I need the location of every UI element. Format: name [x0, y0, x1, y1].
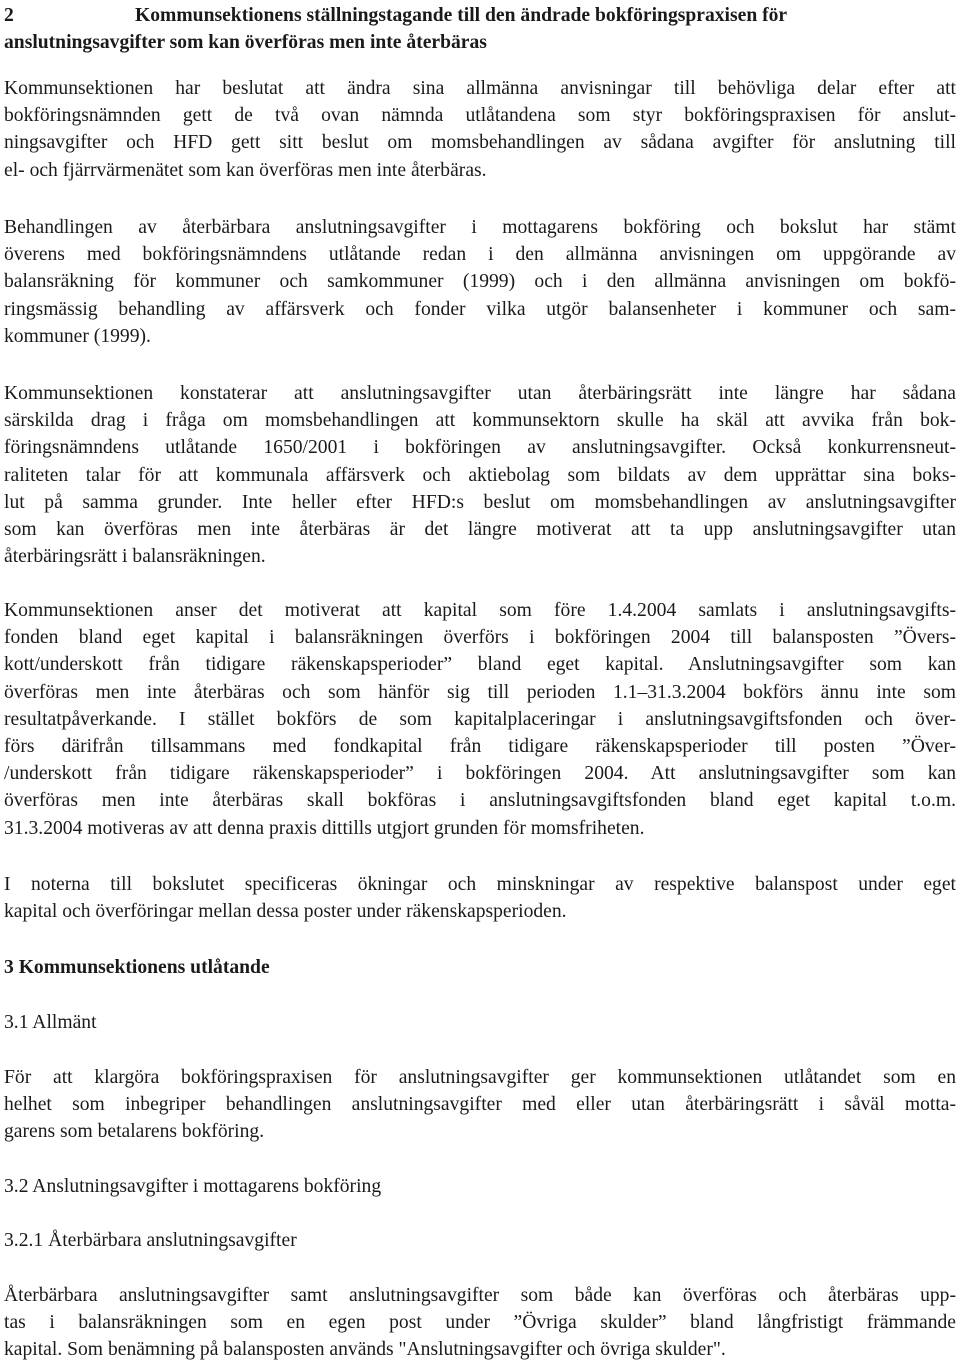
text-line: raliteten talar för att kommunala affärsverk och aktiebolag som bildats av dem upprättar sina boks-: [4, 464, 956, 486]
subsection-3-2-1-heading: 3.2.1 Återbärbara anslutningsavgifter: [4, 1230, 297, 1251]
section-2-heading: [4, 2, 956, 56]
text-line: fonden bland eget kapital i balansräkningen överförs i bokföringen 2004 till balansposten ”Övers-: [4, 627, 956, 649]
text-line: Kommunsektionen konstaterar att anslutningsavgifter utan återbäringsrätt inte längre har sådana: [4, 383, 956, 404]
text-line: Återbärbara anslutningsavgifter samt anslutningsavgifter som både kan överföras och återbäras upp-: [4, 1285, 956, 1306]
text-line: För att klargöra bokföringspraxisen för anslutningsavgifter ger kommunsektionen utlåtandet som en: [4, 1067, 956, 1088]
text-line: som kan överföras men inte återbäras är det längre motiverat att ta upp anslutningsavgifter utan: [4, 519, 956, 541]
paragraph: [4, 1064, 956, 1146]
text-line: kapital och överföringar mellan dessa poster under räkenskapsperioden.: [4, 901, 567, 923]
text-line: helhet som inbegriper behandlingen anslutningsavgifter med eller utan återbäringsrätt i såväl motta-: [4, 1094, 956, 1116]
text-line: förs därifrån tillsammans med fondkapital från tidigare räkenskapsperioder till posten ”Över-: [4, 736, 956, 758]
paragraph: [4, 214, 956, 350]
text-line: kommuner (1999).: [4, 325, 151, 347]
text-line: Kommunsektionen anser det motiverat att kapital som före 1.4.2004 samlats i anslutningsavgifts-: [4, 600, 956, 621]
text-line: tas i balansräkningen som en egen post under ”Övriga skulder” bland långfristigt främmande: [4, 1312, 956, 1334]
text-line: överföras men inte återbäras och som hänför sig till perioden 1.1–31.3.2004 bokförs ännu inte som: [4, 681, 956, 703]
text-line: återbäringsrätt i balansräkningen.: [4, 546, 266, 568]
paragraph: [4, 871, 956, 925]
section-title-line-2: anslutningsavgifter som kan överföras men inte återbäras: [4, 32, 487, 53]
text-line: el- och fjärrvärmenätet som kan överföras men inte återbäras.: [4, 159, 487, 181]
text-line: särskilda drag i fråga om momsbehandlingen att kommunsektorn skulle ha skäl att avvika från bok-: [4, 410, 956, 432]
text-line: resultatpåverkande. I stället bokförs de som kapitalplaceringar i anslutningsavgiftsfonden och över-: [4, 708, 956, 730]
text-line: garens som betalarens bokföring.: [4, 1121, 265, 1143]
subsection-3-1-heading: 3.1 Allmänt: [4, 1012, 97, 1033]
text-line: kapital. Som benämning på balansposten används "Anslutningsavgifter och övriga skulder".: [4, 1339, 726, 1361]
paragraph: [4, 380, 956, 570]
subsection-3-2-heading: 3.2 Anslutningsavgifter i mottagarens bokföring: [4, 1176, 382, 1197]
text-line: överföras men inte återbäras skall bokföras i anslutningsavgiftsfonden bland eget kapital t.o.m.: [4, 790, 956, 812]
text-line: bokföringsnämnden gett de två ovan nämnda utlåtandena som styr bokföringspraxisen för anslut-: [4, 105, 956, 127]
section-title-line-1: Kommunsektionens ställningstagande till den ändrade bokföringspraxisen för: [135, 5, 788, 26]
text-line: kott/underskott från tidigare räkenskapsperioder” bland eget kapital. Anslutningsavgifter som kan: [4, 654, 956, 676]
text-line: Behandlingen av återbärbara anslutningsavgifter i mottagarens bokföring och bokslut har stämt: [4, 217, 956, 238]
paragraph: [4, 597, 956, 842]
text-line: balansräkning för kommuner och samkommuner (1999) och i den allmänna anvisningen om bokfö-: [4, 271, 956, 293]
section-number: 2: [4, 5, 14, 26]
paragraph: [4, 1282, 956, 1364]
text-line: 31.3.2004 motiveras av att denna praxis dittills utgjort grunden för momsfriheten.: [4, 817, 645, 839]
text-line: lut på samma grunder. Inte heller efter HFD:s beslut om momsbehandlingen av anslutningsavgifter: [4, 491, 956, 513]
text-line: ningsavgifter och HFD gett sitt beslut om momsbehandlingen av sådana avgifter för anslutning till: [4, 132, 956, 154]
text-line: ringsmässig behandling av affärsverk och fonder vilka utgör balansenheter i kommuner och sam-: [4, 298, 956, 320]
text-line: överens med bokföringsnämndens utlåtande redan i den allmänna anvisningen om uppgörande av: [4, 244, 956, 266]
text-line: I noterna till bokslutet specificeras ökningar och minskningar av respektive balanspost under eget: [4, 874, 956, 895]
text-line: /underskott från tidigare räkenskapsperioder” i bokföringen 2004. Att anslutningsavgifter som kan: [4, 763, 956, 785]
paragraph: [4, 75, 956, 184]
text-line: föringsnämndens utlåtande 1650/2001 i bokföringen av anslutningsavgifter. Också konkurrensneut-: [4, 437, 956, 459]
section-3-heading: 3 Kommunsektionens utlåtande: [4, 957, 270, 978]
text-line: Kommunsektionen har beslutat att ändra sina allmänna anvisningar till behövliga delar efter att: [4, 78, 956, 99]
